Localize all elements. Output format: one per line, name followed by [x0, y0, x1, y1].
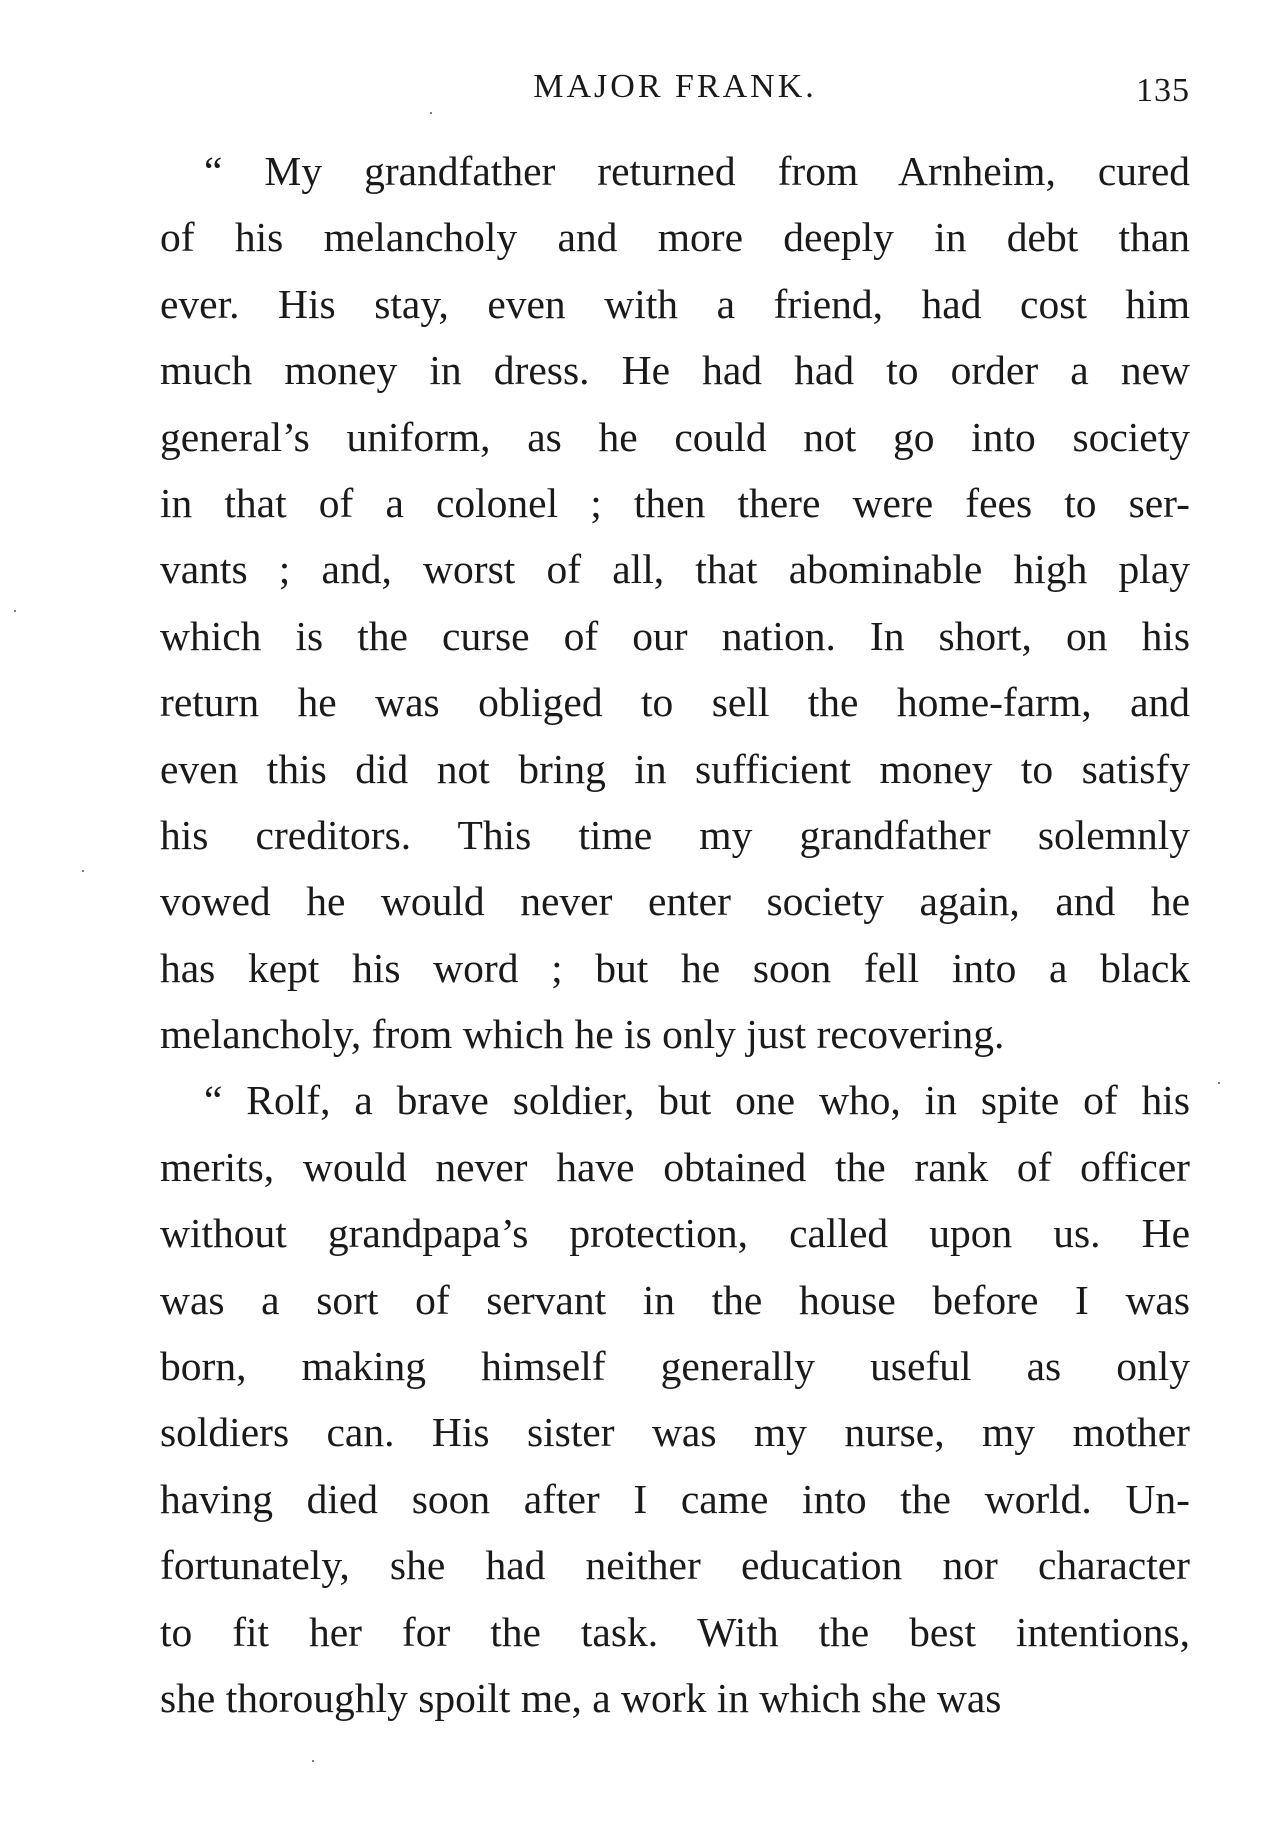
text-line: of his melancholy and more deeply in debt than — [160, 214, 1190, 261]
paper-speck — [312, 1760, 314, 1762]
text-line: in that of a colonel ; then there were fees to ser- — [160, 479, 1190, 526]
text-line: return he was obliged to sell the home-farm, and — [160, 679, 1190, 726]
text-line: to fit her for the task. With the best intentions, — [160, 1608, 1190, 1655]
text-line: having died soon after I came into the world. Un- — [160, 1475, 1190, 1522]
text-line: melancholy, from which he is only just recovering. — [160, 1011, 1005, 1058]
text-line: “ Rolf, a brave soldier, but one who, in spite of his — [204, 1077, 1190, 1124]
text-line: has kept his word ; but he soon fell into a black — [160, 944, 1190, 991]
running-head — [160, 62, 1190, 112]
running-title: MAJOR FRANK. — [533, 68, 817, 105]
paragraph-1 — [160, 138, 1190, 1067]
text-line: soldiers can. His sister was my nurse, my mother — [160, 1409, 1190, 1456]
text-line: vowed he would never enter society again, and he — [160, 878, 1190, 925]
text-line: born, making himself generally useful as only — [160, 1343, 1190, 1390]
text-line: his creditors. This time my grandfather solemnly — [160, 811, 1190, 858]
text-line: much money in dress. He had had to order a new — [160, 347, 1190, 394]
paper-speck — [430, 112, 432, 114]
page-number: 135 — [1136, 72, 1190, 109]
text-line: was a sort of servant in the house before I was — [160, 1276, 1190, 1323]
paper-speck — [82, 870, 84, 872]
text-line: ever. His stay, even with a friend, had cost him — [160, 280, 1190, 327]
paper-speck — [14, 610, 16, 612]
text-line: fortunately, she had neither education nor character — [160, 1542, 1190, 1589]
text-line: which is the curse of our nation. In short, on his — [160, 612, 1190, 659]
paper-speck — [1218, 1082, 1220, 1084]
text-line: general’s uniform, as he could not go into society — [160, 413, 1190, 460]
body-text — [160, 138, 1190, 1731]
text-line: without grandpapa’s protection, called upon us. He — [160, 1210, 1190, 1257]
text-line: she thoroughly spoilt me, a work in which she was — [160, 1674, 1002, 1721]
text-line: “ My grandfather returned from Arnheim, cured — [204, 148, 1190, 194]
paragraph-2 — [160, 1067, 1190, 1731]
text-line: vants ; and, worst of all, that abominable high play — [160, 546, 1190, 593]
text-line: even this did not bring in sufficient money to satisfy — [160, 745, 1190, 792]
text-line: merits, would never have obtained the rank of officer — [160, 1143, 1190, 1190]
